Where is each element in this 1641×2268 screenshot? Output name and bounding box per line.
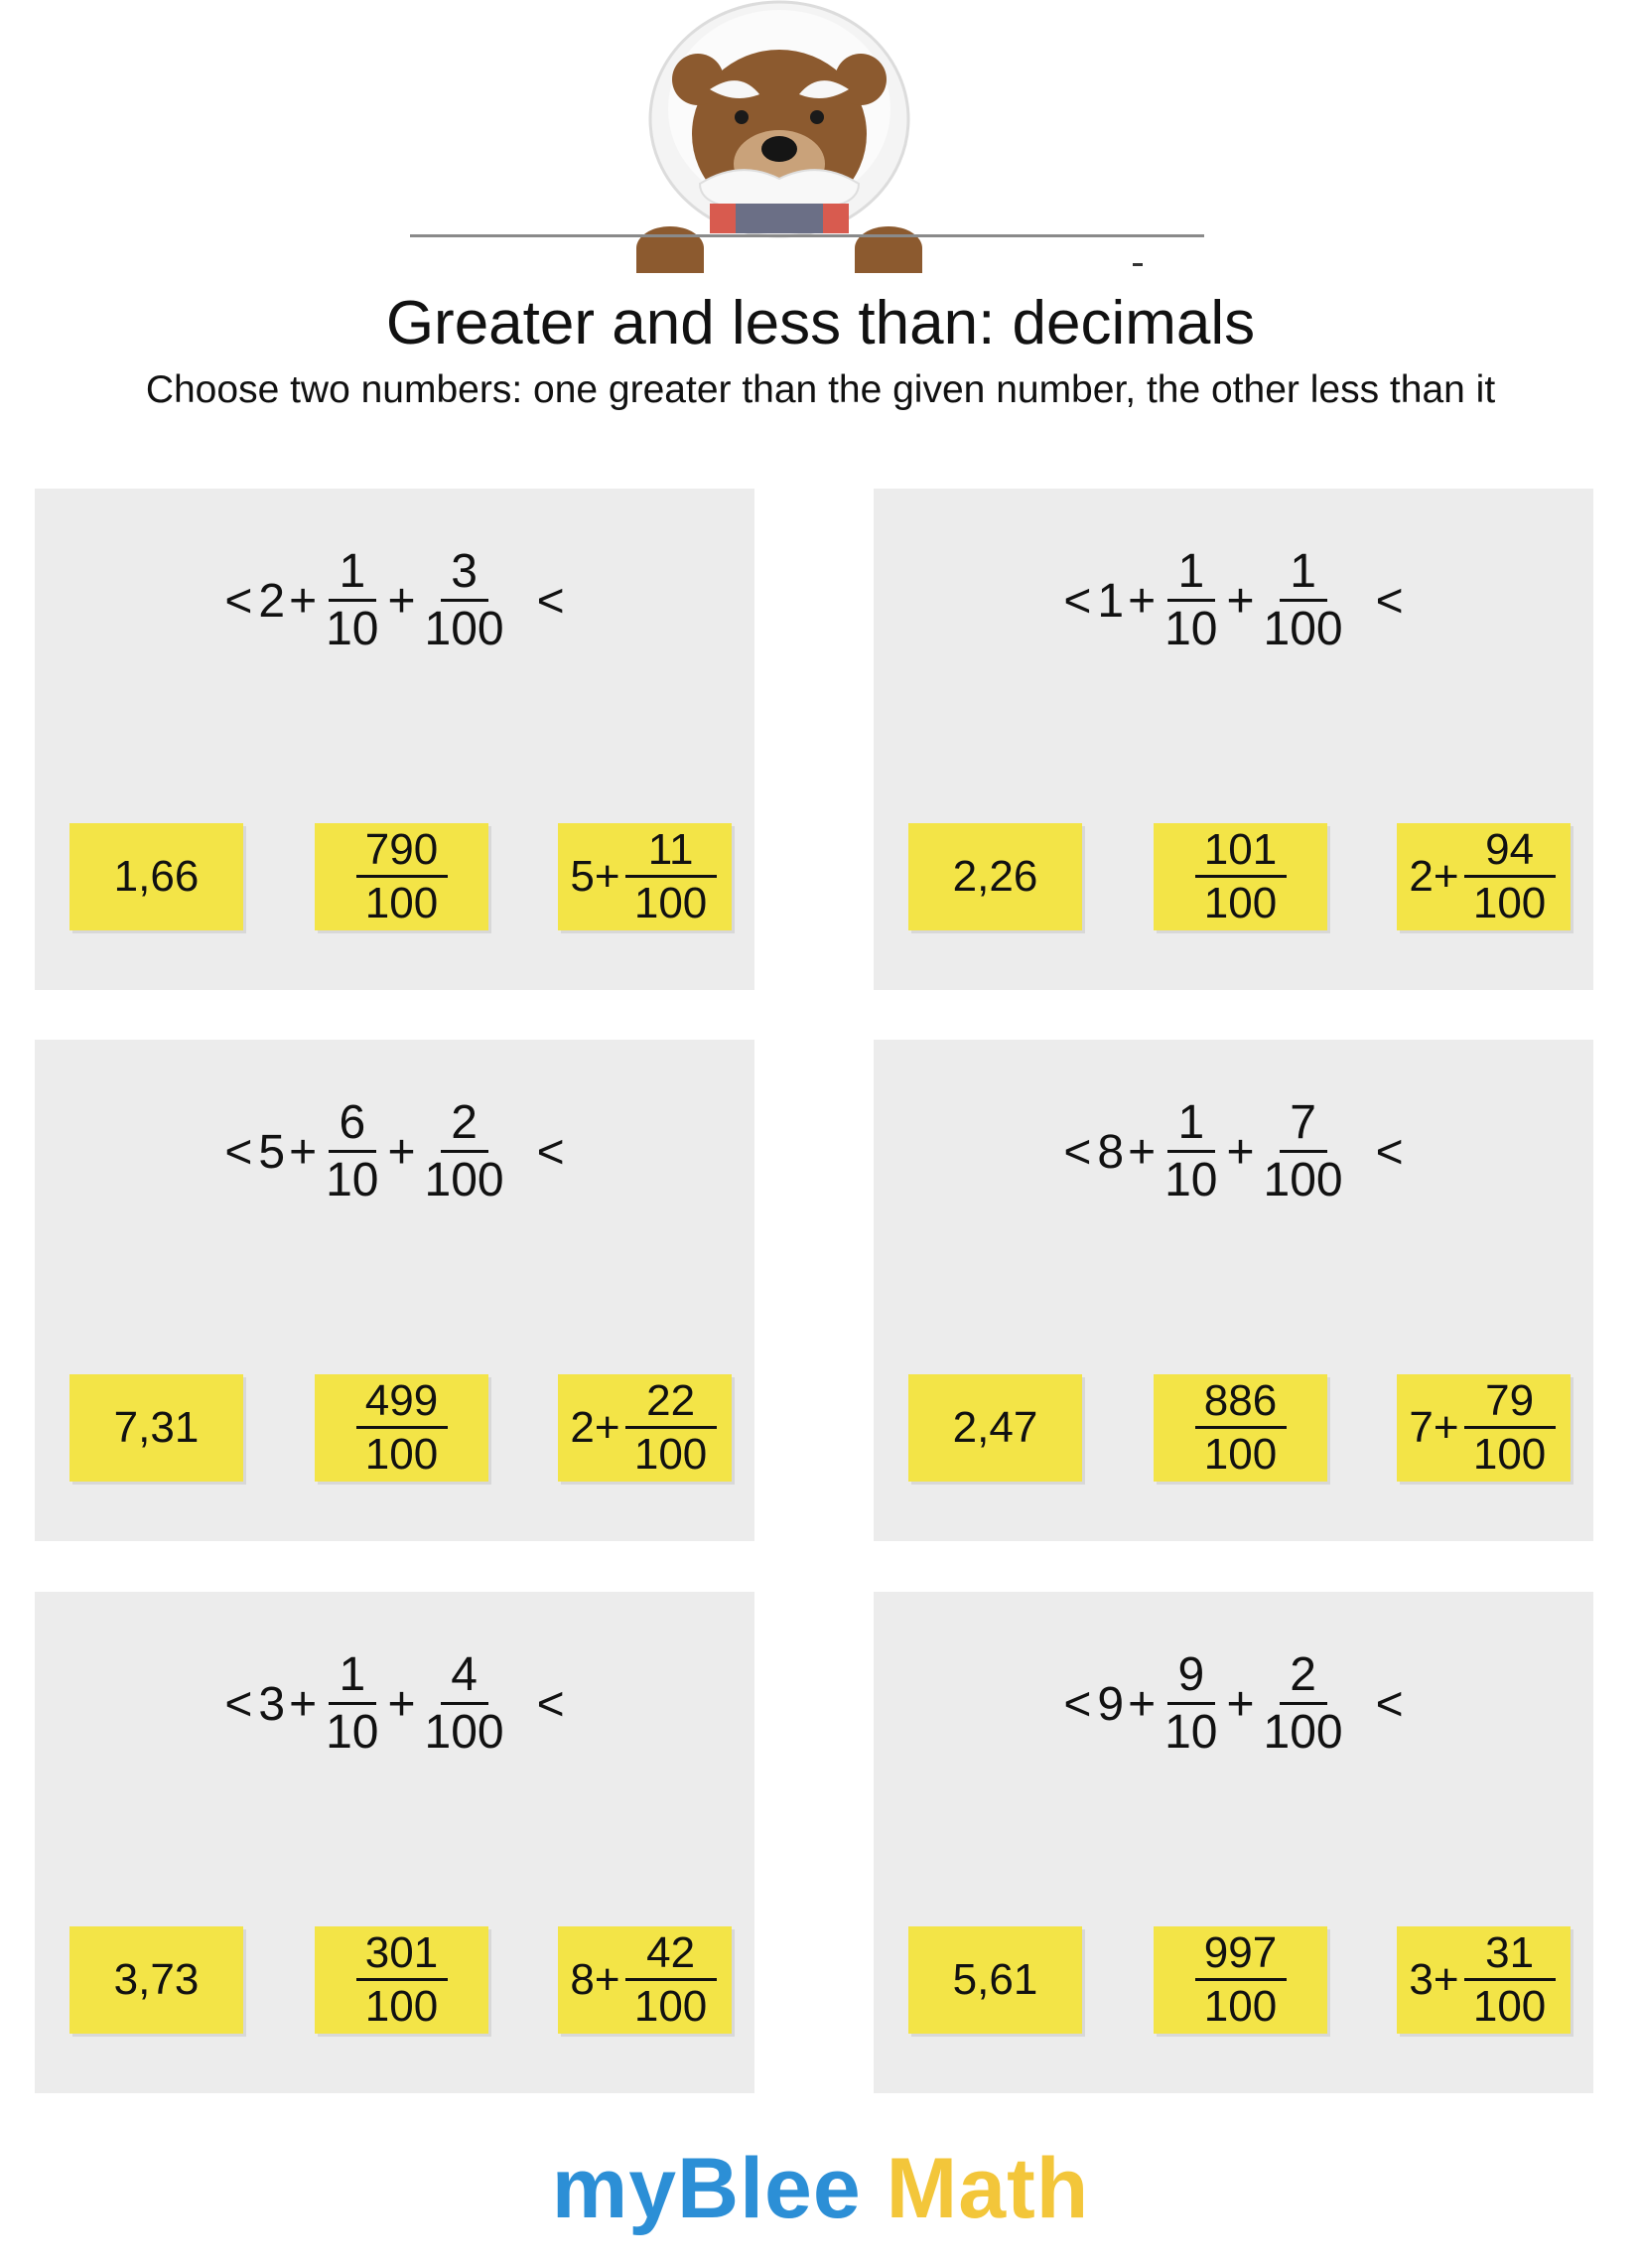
mixed-fraction [1464, 1376, 1556, 1479]
fraction-denominator: 100 [364, 879, 439, 927]
less-than-left-slot[interactable]: < [224, 1677, 253, 1731]
less-than-right-slot[interactable]: < [1375, 574, 1404, 628]
less-than-left-slot[interactable]: < [224, 574, 253, 628]
fraction-numerator: 1 [329, 548, 376, 602]
fraction-denominator: 100 [1472, 1430, 1547, 1479]
fraction-numerator: 9 [1167, 1651, 1215, 1705]
fraction-numerator: 1 [1167, 548, 1215, 602]
whole-number: 1 [1097, 574, 1125, 628]
tenths-fraction [1161, 545, 1221, 655]
whole-number: 3 [258, 1677, 286, 1731]
choice-mixed-value [1409, 1376, 1558, 1479]
choice-mixed-number[interactable] [558, 1926, 732, 2034]
fraction-numerator: 22 [625, 1379, 717, 1429]
mixed-fraction [1464, 1928, 1556, 2031]
fraction-numerator: 4 [441, 1651, 488, 1705]
choice-mixed-value [1409, 1928, 1558, 2031]
fraction-denominator: 100 [1203, 1982, 1278, 2031]
less-than-left-slot[interactable]: < [1063, 574, 1092, 628]
choice-decimal-value: 2,26 [952, 852, 1038, 901]
exercise-card-3 [35, 1040, 754, 1541]
choice-fraction[interactable] [1154, 823, 1327, 930]
exercise-card-2 [874, 489, 1593, 990]
choice-decimal-value: 1,66 [113, 852, 200, 901]
choice-mixed-number[interactable] [1397, 1374, 1571, 1482]
fraction-denominator: 10 [326, 1154, 379, 1206]
bear-mascot-icon [611, 0, 948, 273]
hundredths-fraction [1260, 1648, 1347, 1759]
fraction-numerator: 42 [625, 1931, 717, 1981]
fraction-denominator: 100 [1472, 879, 1547, 927]
fraction-numerator: 1 [1280, 548, 1327, 602]
fraction-denominator: 100 [364, 1982, 439, 2031]
fraction-denominator: 100 [1263, 603, 1343, 655]
choice-decimal-value: 3,73 [113, 1955, 200, 2004]
mixed-whole-part: 2+ [1409, 852, 1459, 901]
mixed-whole-part: 3+ [1409, 1955, 1459, 2004]
fraction-numerator: 301 [356, 1931, 448, 1981]
plus-sign: + [289, 574, 318, 628]
choice-mixed-number[interactable] [558, 1374, 732, 1482]
whole-number: 2 [258, 574, 286, 628]
mixed-fraction [625, 825, 717, 927]
fraction-denominator: 10 [1164, 1706, 1218, 1759]
plus-sign: + [1128, 1125, 1157, 1179]
comparison-expression [35, 1648, 754, 1759]
hundredths-fraction [1260, 545, 1347, 655]
choice-mixed-value [570, 1928, 719, 2031]
fraction-numerator: 3 [441, 548, 488, 602]
whole-number: 9 [1097, 1677, 1125, 1731]
choice-fraction-value [1195, 825, 1287, 927]
choice-fraction[interactable] [1154, 1374, 1327, 1482]
choice-mixed-number[interactable] [558, 823, 732, 930]
fraction-numerator: 11 [625, 828, 717, 878]
answer-choices [874, 823, 1593, 932]
exercise-card-6 [874, 1592, 1593, 2093]
fraction-numerator: 31 [1464, 1931, 1556, 1981]
exercise-card-5 [35, 1592, 754, 2093]
header-divider [410, 234, 1204, 237]
comparison-expression [874, 545, 1593, 655]
less-than-right-slot[interactable]: < [536, 574, 565, 628]
tenths-fraction [1161, 1096, 1221, 1206]
fraction-numerator: 1 [329, 1651, 376, 1705]
mixed-whole-part: 7+ [1409, 1403, 1459, 1452]
comparison-expression [874, 1648, 1593, 1759]
tenths-fraction [322, 1096, 382, 1206]
brand-logo-part1: myBlee [551, 2141, 862, 2236]
choice-mixed-value [570, 825, 719, 927]
choice-mixed-number[interactable] [1397, 823, 1571, 930]
fraction-numerator: 2 [441, 1099, 488, 1153]
mixed-fraction [625, 1928, 717, 2031]
comparison-expression [874, 1096, 1593, 1206]
fraction-numerator: 790 [356, 828, 448, 878]
less-than-left-slot[interactable]: < [1063, 1125, 1092, 1179]
mixed-whole-part: 5+ [570, 852, 620, 901]
less-than-right-slot[interactable]: < [536, 1677, 565, 1731]
hundredths-fraction [421, 545, 508, 655]
choice-decimal[interactable] [908, 823, 1082, 930]
choice-decimal-value: 7,31 [113, 1403, 200, 1452]
brand-logo [0, 2140, 1641, 2238]
header-mark [1133, 263, 1143, 266]
comparison-expression [35, 1096, 754, 1206]
tenths-fraction [1161, 1648, 1221, 1759]
choice-decimal[interactable] [908, 1374, 1082, 1482]
choice-fraction[interactable] [315, 1374, 488, 1482]
choice-fraction-value [1195, 1376, 1287, 1479]
tenths-fraction [322, 545, 382, 655]
plus-sign: + [387, 1677, 416, 1731]
hundredths-fraction [421, 1096, 508, 1206]
choice-decimal-value: 5,61 [952, 1955, 1038, 2004]
fraction-denominator: 100 [1203, 1430, 1278, 1479]
fraction-denominator: 100 [633, 1430, 708, 1479]
choice-decimal-value: 2,47 [952, 1403, 1038, 1452]
plus-sign: + [1128, 574, 1157, 628]
fraction-denominator: 10 [326, 603, 379, 655]
answer-choices [874, 1926, 1593, 2036]
fraction-numerator: 7 [1280, 1099, 1327, 1153]
less-than-right-slot[interactable]: < [536, 1125, 565, 1179]
choice-mixed-value [570, 1376, 719, 1479]
comparison-expression [35, 545, 754, 655]
fraction-numerator: 886 [1195, 1379, 1287, 1429]
fraction-denominator: 100 [633, 879, 708, 927]
plus-sign: + [289, 1677, 318, 1731]
whole-number: 8 [1097, 1125, 1125, 1179]
fraction-numerator: 1 [1167, 1099, 1215, 1153]
exercise-card-4 [874, 1040, 1593, 1541]
plus-sign: + [289, 1125, 318, 1179]
choice-decimal[interactable] [908, 1926, 1082, 2034]
plus-sign: + [387, 1125, 416, 1179]
whole-number: 5 [258, 1125, 286, 1179]
brand-logo-part2: Math [861, 2141, 1090, 2236]
mixed-whole-part: 2+ [570, 1403, 620, 1452]
plus-sign: + [1226, 574, 1255, 628]
plus-sign: + [387, 574, 416, 628]
choice-fraction[interactable] [1154, 1926, 1327, 2034]
less-than-right-slot[interactable]: < [1375, 1677, 1404, 1731]
fraction-denominator: 100 [424, 1154, 504, 1206]
fraction-denominator: 100 [1472, 1982, 1547, 2031]
choice-fraction[interactable] [315, 823, 488, 930]
choice-decimal[interactable] [69, 1374, 243, 1482]
hundredths-fraction [421, 1648, 508, 1759]
fraction-denominator: 10 [326, 1706, 379, 1759]
mixed-fraction [625, 1376, 717, 1479]
mixed-whole-part: 8+ [570, 1955, 620, 2004]
choice-mixed-value [1409, 825, 1558, 927]
fraction-denominator: 100 [424, 603, 504, 655]
choice-decimal[interactable] [69, 1926, 243, 2034]
exercise-card-1 [35, 489, 754, 990]
answer-choices [35, 823, 754, 932]
choice-fraction-value [1195, 1928, 1287, 2031]
choice-fraction-value [356, 1376, 448, 1479]
fraction-numerator: 997 [1195, 1931, 1287, 1981]
less-than-left-slot[interactable]: < [224, 1125, 253, 1179]
mixed-fraction [1464, 825, 1556, 927]
fraction-denominator: 10 [1164, 603, 1218, 655]
choice-fraction-value [356, 825, 448, 927]
less-than-left-slot[interactable]: < [1063, 1677, 1092, 1731]
plus-sign: + [1226, 1677, 1255, 1731]
plus-sign: + [1128, 1677, 1157, 1731]
hundredths-fraction [1260, 1096, 1347, 1206]
plus-sign: + [1226, 1125, 1255, 1179]
page-title: Greater and less than: decimals [385, 289, 1256, 357]
fraction-denominator: 100 [1263, 1706, 1343, 1759]
answer-choices [35, 1926, 754, 2036]
fraction-denominator: 100 [424, 1706, 504, 1759]
choice-fraction[interactable] [315, 1926, 488, 2034]
answer-choices [35, 1374, 754, 1484]
fraction-denominator: 100 [1263, 1154, 1343, 1206]
fraction-numerator: 79 [1464, 1379, 1556, 1429]
fraction-numerator: 101 [1195, 828, 1287, 878]
fraction-denominator: 100 [633, 1982, 708, 2031]
tenths-fraction [322, 1648, 382, 1759]
choice-decimal[interactable] [69, 823, 243, 930]
page-instructions: Choose two numbers: one greater than the given number, the other less than it [145, 368, 1496, 411]
fraction-denominator: 100 [364, 1430, 439, 1479]
choice-fraction-value [356, 1928, 448, 2031]
answer-choices [874, 1374, 1593, 1484]
fraction-numerator: 6 [329, 1099, 376, 1153]
fraction-denominator: 100 [1203, 879, 1278, 927]
fraction-numerator: 94 [1464, 828, 1556, 878]
less-than-right-slot[interactable]: < [1375, 1125, 1404, 1179]
fraction-numerator: 499 [356, 1379, 448, 1429]
fraction-denominator: 10 [1164, 1154, 1218, 1206]
choice-mixed-number[interactable] [1397, 1926, 1571, 2034]
fraction-numerator: 2 [1280, 1651, 1327, 1705]
